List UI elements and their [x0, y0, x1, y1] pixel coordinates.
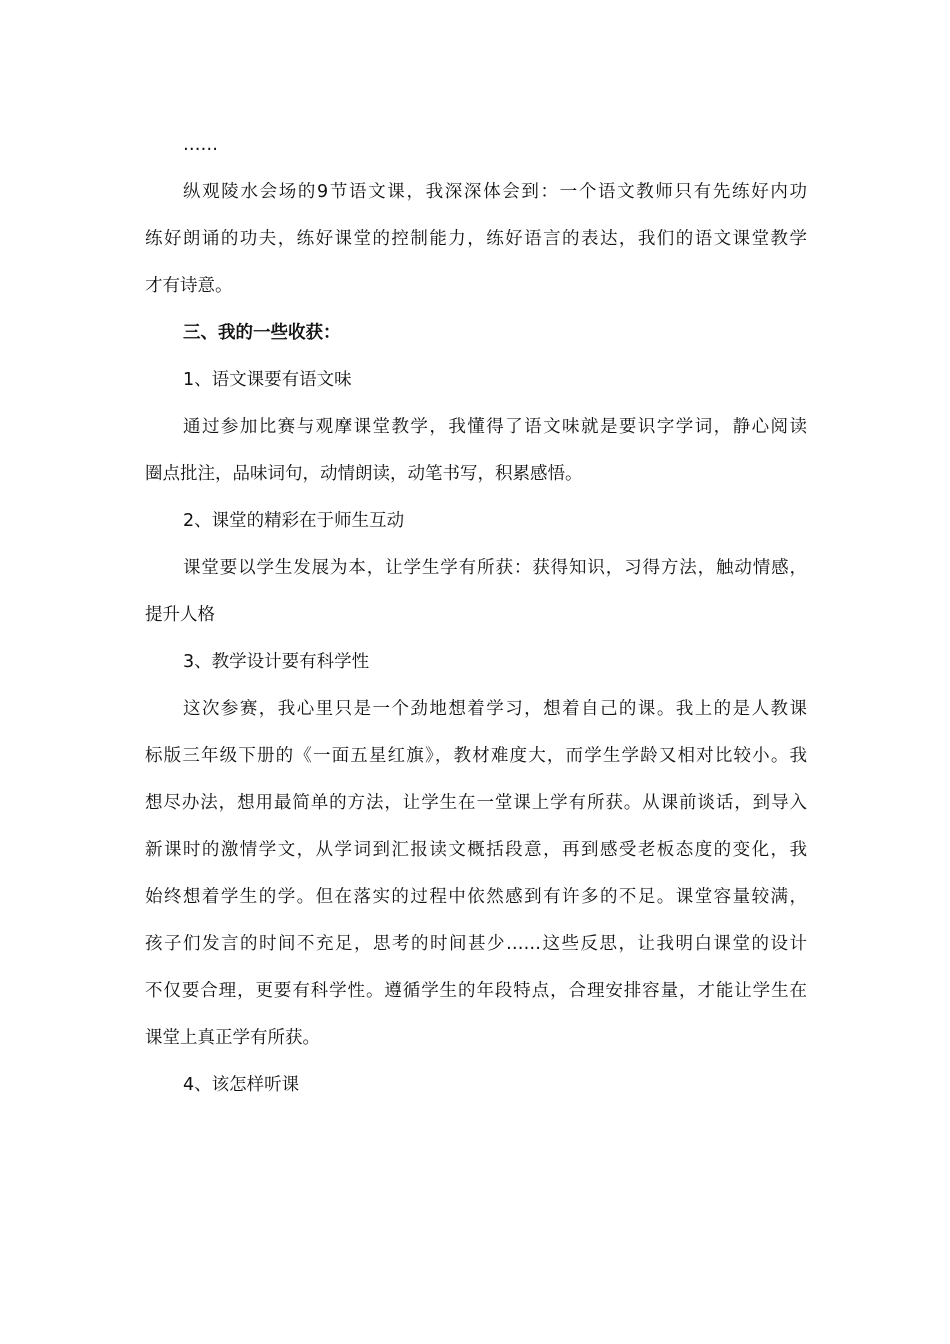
paragraph-line: 这次参赛，我心里只是一个劲地想着学习，想着自己的课。我上的是人教课 [183, 699, 807, 719]
paragraph-line: 纵观陵水会场的9节语文课，我深深体会到：一个语文教师只有先练好内功 [183, 182, 807, 202]
paragraph-line: 提升人格 [145, 605, 215, 625]
paragraph-line: 课堂上真正学有所获。 [145, 1028, 320, 1048]
document-body [145, 122, 807, 1109]
paragraph-line: 标版三年级下册的《一面五星红旗》，教材难度大，而学生学龄又相对比较小。我 [145, 746, 807, 766]
paragraph-line: 孩子们发言的时间不充足，思考的时间甚少……这些反思，让我明白课堂的设计 [145, 934, 807, 954]
paragraph-line: 才有诗意。 [145, 276, 233, 296]
paragraph-line: 新课时的激情学文，从学词到汇报读文概括段意，再到感受老板态度的变化，我 [145, 840, 807, 860]
paragraph-line: 通过参加比赛与观摩课堂教学，我懂得了语文味就是要识字学词，静心阅读 [183, 417, 807, 437]
subheading-3: 3、教学设计要有科学性 [183, 652, 370, 672]
subheading-1: 1、语文课要有语文味 [183, 370, 352, 390]
paragraph-line: 课堂要以学生发展为本，让学生学有所获：获得知识，习得方法，触动情感， [183, 558, 807, 578]
paragraph-line: 想尽办法，想用最简单的方法，让学生在一堂课上学有所获。从课前谈话，到导入 [145, 793, 807, 813]
section-heading: 三、我的一些收获： [183, 323, 341, 343]
subheading-4: 4、该怎样听课 [183, 1075, 300, 1095]
paragraph-line: 圈点批注，品味词句，动情朗读，动笔书写，积累感悟。 [145, 464, 583, 484]
paragraph-line: 练好朗诵的功夫，练好课堂的控制能力，练好语言的表达，我们的语文课堂教学 [145, 229, 807, 249]
subheading-2: 2、课堂的精彩在于师生互动 [183, 511, 405, 531]
paragraph-line: 不仅要合理，更要有科学性。遵循学生的年段特点，合理安排容量，才能让学生在 [145, 981, 807, 1001]
paragraph-line: 始终想着学生的学。但在落实的过程中依然感到有许多的不足。课堂容量较满， [145, 887, 807, 907]
ellipsis-line: …… [183, 135, 218, 155]
